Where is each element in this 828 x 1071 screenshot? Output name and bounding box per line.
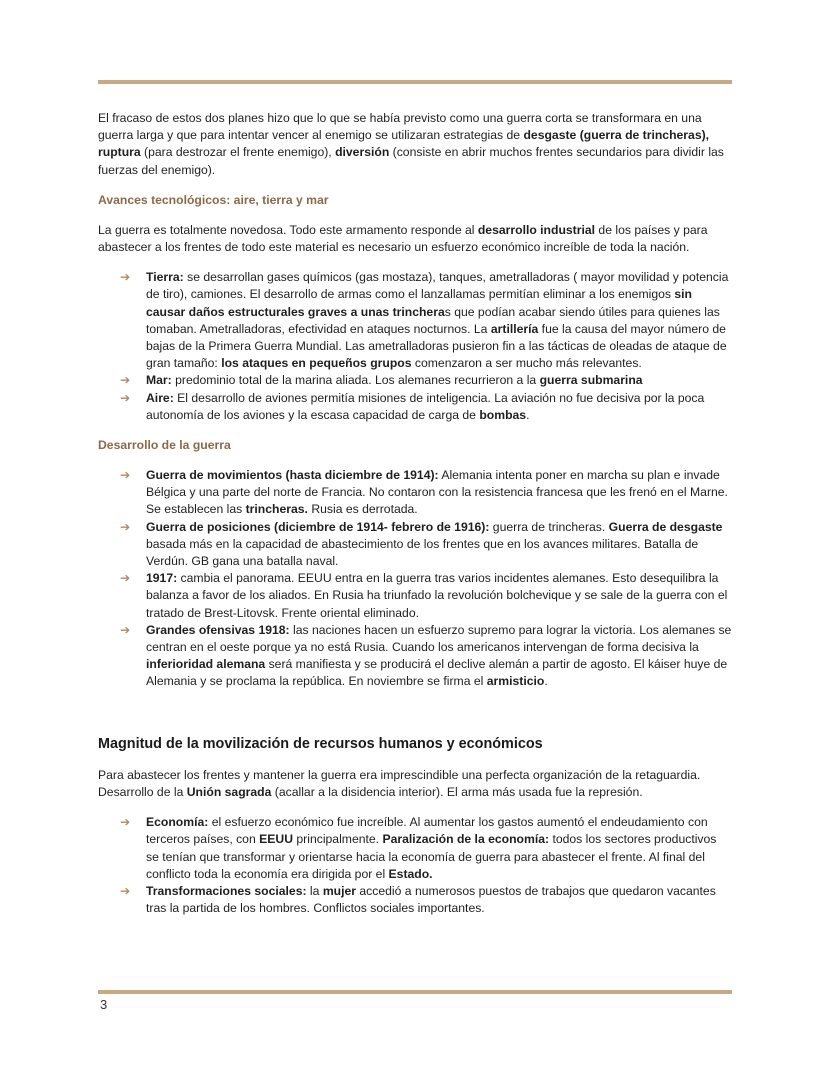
list-item: ➔ Mar: predominio total de la marina aliada. Los alemanes recurrieron a la guerra submarina — [146, 372, 732, 389]
magnitud-list — [98, 814, 732, 917]
list-item: ➔ Transformaciones sociales: la mujer accedió a numerosos puestos de trabajos que quedaron vacantes tras la partida de los hombres. Conflictos sociales importantes. — [120, 883, 716, 916]
desarrollo-heading: Desarrollo de la guerra — [98, 438, 231, 453]
page-number: 3 — [100, 997, 108, 1012]
desarrollo-list — [98, 467, 732, 691]
header-rule — [98, 80, 732, 84]
arrow-icon: ➔ — [120, 571, 131, 586]
list-item: ➔ Guerra de posiciones (diciembre de 1914- febrero de 1916): guerra de trincheras. Guerra de desgaste basada más en la capacidad de abastecimiento de los frentes que en los avances militares. Batalla de Verdún. GB gana una batalla naval. — [120, 519, 723, 569]
arrow-icon: ➔ — [120, 622, 131, 637]
list-item: ➔ Tierra: se desarrollan gases químicos (gas mostaza), tanques, ametralladoras ( mayor movilidad y potencia de tiro), camiones. El desarrollo de armas como el lanzallamas permitían eliminar a los enemigos sin causar daños estructurales graves a unas trincheras que podían acabar siendo útiles para quienes las tomaban. Ametralladoras, efectividad en ataques nocturnos. La artillería fue la causa del mayor número de bajas de la Primera Guerra Mundial. Las ametralladoras pusieron fin a las tácticas de oleadas de ataque de gran tamaño: los ataques en pequeños grupos comenzaron a ser mucho más relevantes. — [120, 270, 729, 371]
avances-list — [98, 269, 732, 424]
arrow-icon: ➔ — [120, 883, 131, 898]
avances-heading: Avances tecnológicos: aire, tierra y mar — [98, 192, 329, 207]
arrow-icon: ➔ — [120, 815, 131, 830]
list-item: ➔ Economía: el esfuerzo económico fue increíble. Al aumentar los gastos aumentó el endeudamiento con terceros países, con EEUU principalmente. Paralización de la economía: todos los sectores productivos se tenían que transformar y orientarse hacia la economía de guerra para abastecer el frente. Al final del conflicto toda la economía era dirigida por el Estado. — [120, 815, 717, 881]
intro-paragraph: El fracaso de estos dos planes hizo que lo que se había previsto como una guerra corta se transformara en una guerra larga y que para intentar vencer al enemigo se utilizaran estrategias de desgaste (guerra de trincheras), ruptura (para destrozar el frente enemigo), diversión (consiste en abrir muchos frentes secundarios para dividir las fuerzas del enemigo). — [98, 111, 724, 177]
list-item: ➔ Guerra de movimientos (hasta diciembre de 1914): Alemania intenta poner en marcha su plan e invade Bélgica y una parte del norte de Francia. No contaron con la resistencia francesa que les frenó en el Marne. Se establecen las trincheras. Rusia es derrotada. — [120, 468, 728, 517]
arrow-icon: ➔ — [120, 468, 131, 483]
list-item: ➔ 1917: cambia el panorama. EEUU entra en la guerra tras varios incidentes alemanes. Esto desequilibra la balanza a favor de los aliados. En Rusia ha triunfado la revolución bolchevique y se sale de la guerra con el tratado de Brest-Litovsk. Frente oriental eliminado. — [120, 571, 728, 620]
page-content — [98, 110, 732, 917]
arrow-icon: ➔ — [120, 270, 131, 285]
list-item: ➔ Aire: El desarrollo de aviones permitía misiones de inteligencia. La aviación no fue decisiva por la poca autonomía de los aviones y la escasa capacidad de carga de bombas. — [120, 390, 705, 422]
footer-rule — [98, 990, 732, 994]
arrow-icon: ➔ — [120, 373, 131, 388]
list-item: ➔ Grandes ofensivas 1918: las naciones hacen un esfuerzo supremo para lograr la victoria. Los alemanes se centran en el oeste porque ya no está Rusia. Cuando los americanos intervengan de forma decisiva la inferioridad alemana será manifiesta y se producirá el declive alemán a partir de agosto. El káiser huye de Alemania y se proclama la república. En noviembre se firma el armisticio. — [120, 622, 732, 689]
avances-paragraph: La guerra es totalmente novedosa. Todo este armamento responde al desarrollo industrial de los países y para abastecer a los frentes de todo este material es necesario un esfuerzo económico increíble de toda la nación. — [98, 222, 708, 255]
magnitud-paragraph: Para abastecer los frentes y mantener la guerra era imprescindible una perfecta organización de la retaguardia. Desarrollo de la Unión sagrada (acallar a la disidencia interior). El arma más usada fue la represión. — [98, 767, 701, 799]
arrow-icon: ➔ — [120, 390, 131, 405]
arrow-icon: ➔ — [120, 519, 131, 534]
magnitud-heading: Magnitud de la movilización de recursos humanos y económicos — [98, 735, 543, 752]
